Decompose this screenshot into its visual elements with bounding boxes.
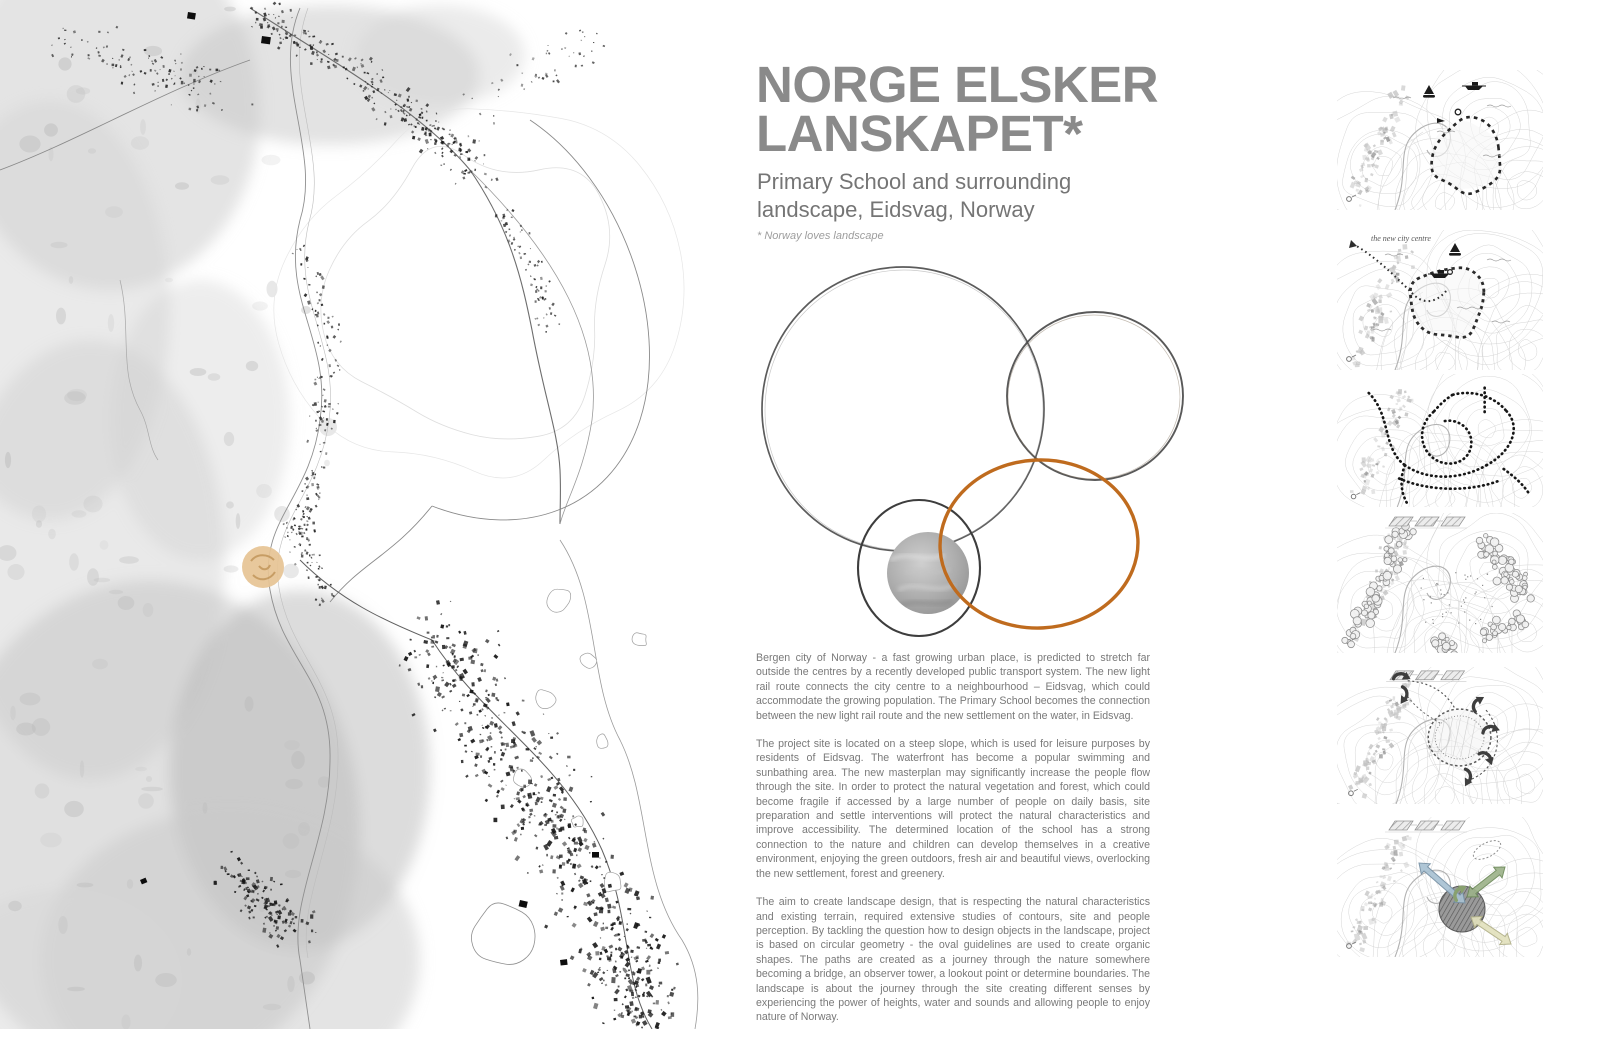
force-arrow xyxy=(1467,867,1505,897)
bergen-map xyxy=(0,0,720,1029)
page-title xyxy=(756,56,1159,162)
thumbnail-site-context-map xyxy=(1337,70,1543,210)
thumbnail-site-context xyxy=(1337,70,1543,210)
compass-icon xyxy=(1351,493,1360,499)
motorboat-icon xyxy=(1462,82,1486,90)
thumbnail-paths-network xyxy=(1337,374,1543,507)
orange-accent-ellipse xyxy=(936,455,1143,633)
thumbnail-forces-map xyxy=(1337,817,1543,957)
thumbnail-site-forces xyxy=(1337,817,1543,957)
site-location-marker xyxy=(242,546,284,588)
process-thumbnails xyxy=(1337,0,1543,1029)
thumbnail-circular-geometry xyxy=(1337,667,1543,804)
thumbnail-route-map xyxy=(1337,230,1543,370)
handwritten-label xyxy=(1487,105,1511,107)
large-circle xyxy=(762,267,1044,551)
thumbnail-paths-map xyxy=(1337,374,1543,507)
handwritten-label xyxy=(1492,321,1510,323)
route-boundary-overlay xyxy=(1349,234,1511,337)
title-line-1: NORGE ELSKER xyxy=(756,56,1159,113)
sailboat-icon xyxy=(1449,243,1461,256)
school-building-icon xyxy=(1385,517,1467,528)
title-line-2: LANSKAPET* xyxy=(756,105,1083,162)
contour-base xyxy=(1337,817,1543,957)
upper-right-circle-echo xyxy=(1008,315,1180,479)
sailboat-icon xyxy=(1423,85,1435,98)
settlement-patches xyxy=(1346,835,1411,952)
thumbnail-vegetation-study xyxy=(1337,513,1543,653)
direction-arrow xyxy=(1468,693,1488,712)
thumbnail-vegetation-map xyxy=(1337,513,1543,653)
paragraph-2: The project site is located on a steep slope, which is used for leisure purposes by residents of Eidsvag. The waterfront has become a popular swimming and sunbathing area. The new masterplan may significantly increase the people flow through the site. In order to protect the natural vegetation and forest, which could become fragile if accessed by a large number of people on daily basis, site preparation and settle interventions will protect the natural characteristics and improve accessibility. The determined location of the school has a strong connection to the nature and children can develop themselves in a creative environment, enjoying the green outdoors, fresh air and beautiful views, overlocking the new settlement, forest and greenery. xyxy=(756,738,1150,880)
stone-circle xyxy=(887,532,969,614)
concept-circles-diagram xyxy=(740,255,1185,650)
paragraph-1: Bergen city of Norway - a fast growing urban place, is predicted to stretch far outside the centres by a recently developed public transport system. The new light rail route connects the city centre to a neighbourhood – Eidsvag, which could accommodate the growing population. The Primary School becomes the connection between the new light rail route and the new settlement on the water, in Eidsvag. xyxy=(756,652,1150,722)
project-description xyxy=(756,651,1150,1039)
handwritten-label xyxy=(1487,259,1511,261)
translation-footnote: * Norway loves landscape xyxy=(757,230,884,242)
thumbnail-geometry-map xyxy=(1337,667,1543,804)
thumbnail-new-city-centre-route xyxy=(1337,230,1543,370)
lake-outline xyxy=(471,903,535,965)
buoy-icon xyxy=(1455,109,1461,115)
compass-icon xyxy=(1349,789,1358,795)
thumbnail-caption: the new city centre xyxy=(1371,234,1431,243)
large-circle-echo xyxy=(765,270,1043,550)
school-building-icon xyxy=(1385,821,1467,832)
site-map-drawing xyxy=(0,0,720,1029)
project-subtitle: Primary School and surrounding landscape, Eidsvag, Norway xyxy=(757,169,1072,222)
paragraph-3: The aim to create landscape design, that is respecting the natural characteristics and existing terrain, required extensive studies of contours, site and people perception. By tackling the question how to design objects in the landscape, project is based on circular geometry - the oval guidelines are used to create organic shapes. The paths are created as a journey through the nature somewhere becoming a bridge, an observer tower, a lookout point or determine boundaries. The landscape is about the journey through the site creating different senses by experiencing the power of heights, water and sounds and allowing people to enjoy nature of Norway. xyxy=(756,896,1150,1024)
compass-icon xyxy=(1347,195,1356,201)
